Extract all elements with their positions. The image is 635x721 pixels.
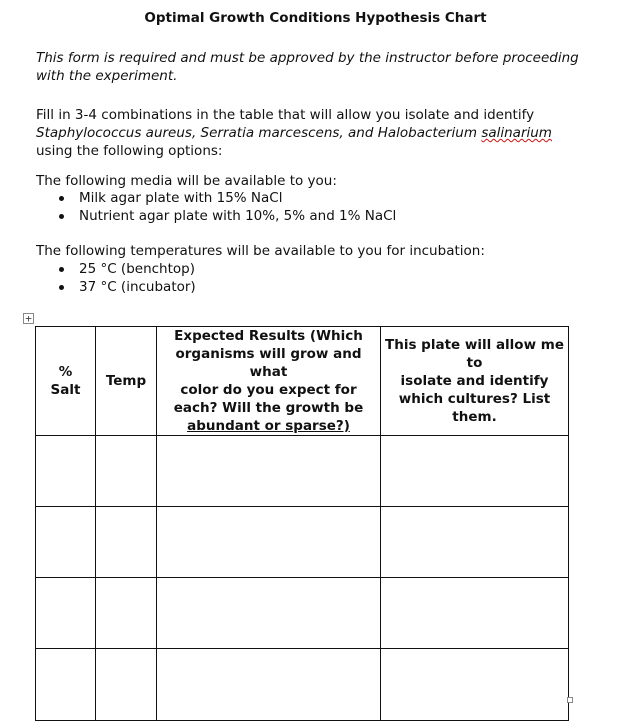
instructions-line-1: Fill in 3-4 combinations in the table that will allow you isolate and identify: [36, 107, 535, 123]
temp-cell[interactable]: [96, 649, 157, 721]
expected-results-cell[interactable]: [157, 436, 381, 507]
header-identify: This plate will allow me to isolate and identify which cultures? List them.: [381, 327, 569, 436]
expected-results-cell[interactable]: [157, 649, 381, 721]
identify-cell[interactable]: [381, 507, 569, 578]
expected-results-cell[interactable]: [157, 507, 381, 578]
salt-cell[interactable]: [36, 436, 96, 507]
header-salt: % Salt: [36, 327, 96, 436]
organism-list: [36, 124, 606, 142]
temp-cell[interactable]: [96, 507, 157, 578]
instructions-line-3: using the following options:: [36, 143, 223, 159]
organism-names: Staphylococcus aureus, Serratia marcescens, and Halobacterium: [36, 125, 482, 141]
identify-cell[interactable]: [381, 436, 569, 507]
temp-cell[interactable]: [96, 578, 157, 649]
media-list: [36, 189, 396, 225]
table-resize-handle[interactable]: [567, 697, 573, 703]
list-item: Milk agar plate with 15% NaCl: [36, 189, 396, 207]
table-move-handle-icon[interactable]: +: [23, 313, 34, 324]
table-row: [36, 436, 569, 507]
page-title: Optimal Growth Conditions Hypothesis Chart: [144, 10, 487, 26]
header-row: [36, 327, 569, 436]
table-row: [36, 507, 569, 578]
approval-note-line-1: This form is required and must be approved by the instructor before proceeding: [36, 50, 579, 66]
expected-results-cell[interactable]: [157, 578, 381, 649]
instructions: [36, 106, 606, 160]
table-row: [36, 578, 569, 649]
temperature-list: [36, 260, 196, 296]
media-intro: The following media will be available to you:: [36, 173, 337, 189]
header-expected-results: Expected Results (Which organisms will grow and what color do you expect for each? Will the growth be abundant or sparse?): [157, 327, 381, 436]
approval-note: [36, 49, 606, 85]
header-temp: Temp: [96, 327, 157, 436]
list-item: 37 °C (incubator): [36, 278, 196, 296]
hypothesis-table: [35, 326, 569, 721]
list-item: Nutrient agar plate with 10%, 5% and 1% NaCl: [36, 207, 396, 225]
list-item: 25 °C (benchtop): [36, 260, 196, 278]
salt-cell[interactable]: [36, 649, 96, 721]
identify-cell[interactable]: [381, 649, 569, 721]
salt-cell[interactable]: [36, 507, 96, 578]
table-row: [36, 649, 569, 721]
identify-cell[interactable]: [381, 578, 569, 649]
approval-note-line-2: with the experiment.: [36, 68, 178, 84]
temp-cell[interactable]: [96, 436, 157, 507]
temperatures-intro: The following temperatures will be available to you for incubation:: [36, 243, 485, 259]
salt-cell[interactable]: [36, 578, 96, 649]
misspelled-word[interactable]: salinarium: [481, 125, 552, 141]
